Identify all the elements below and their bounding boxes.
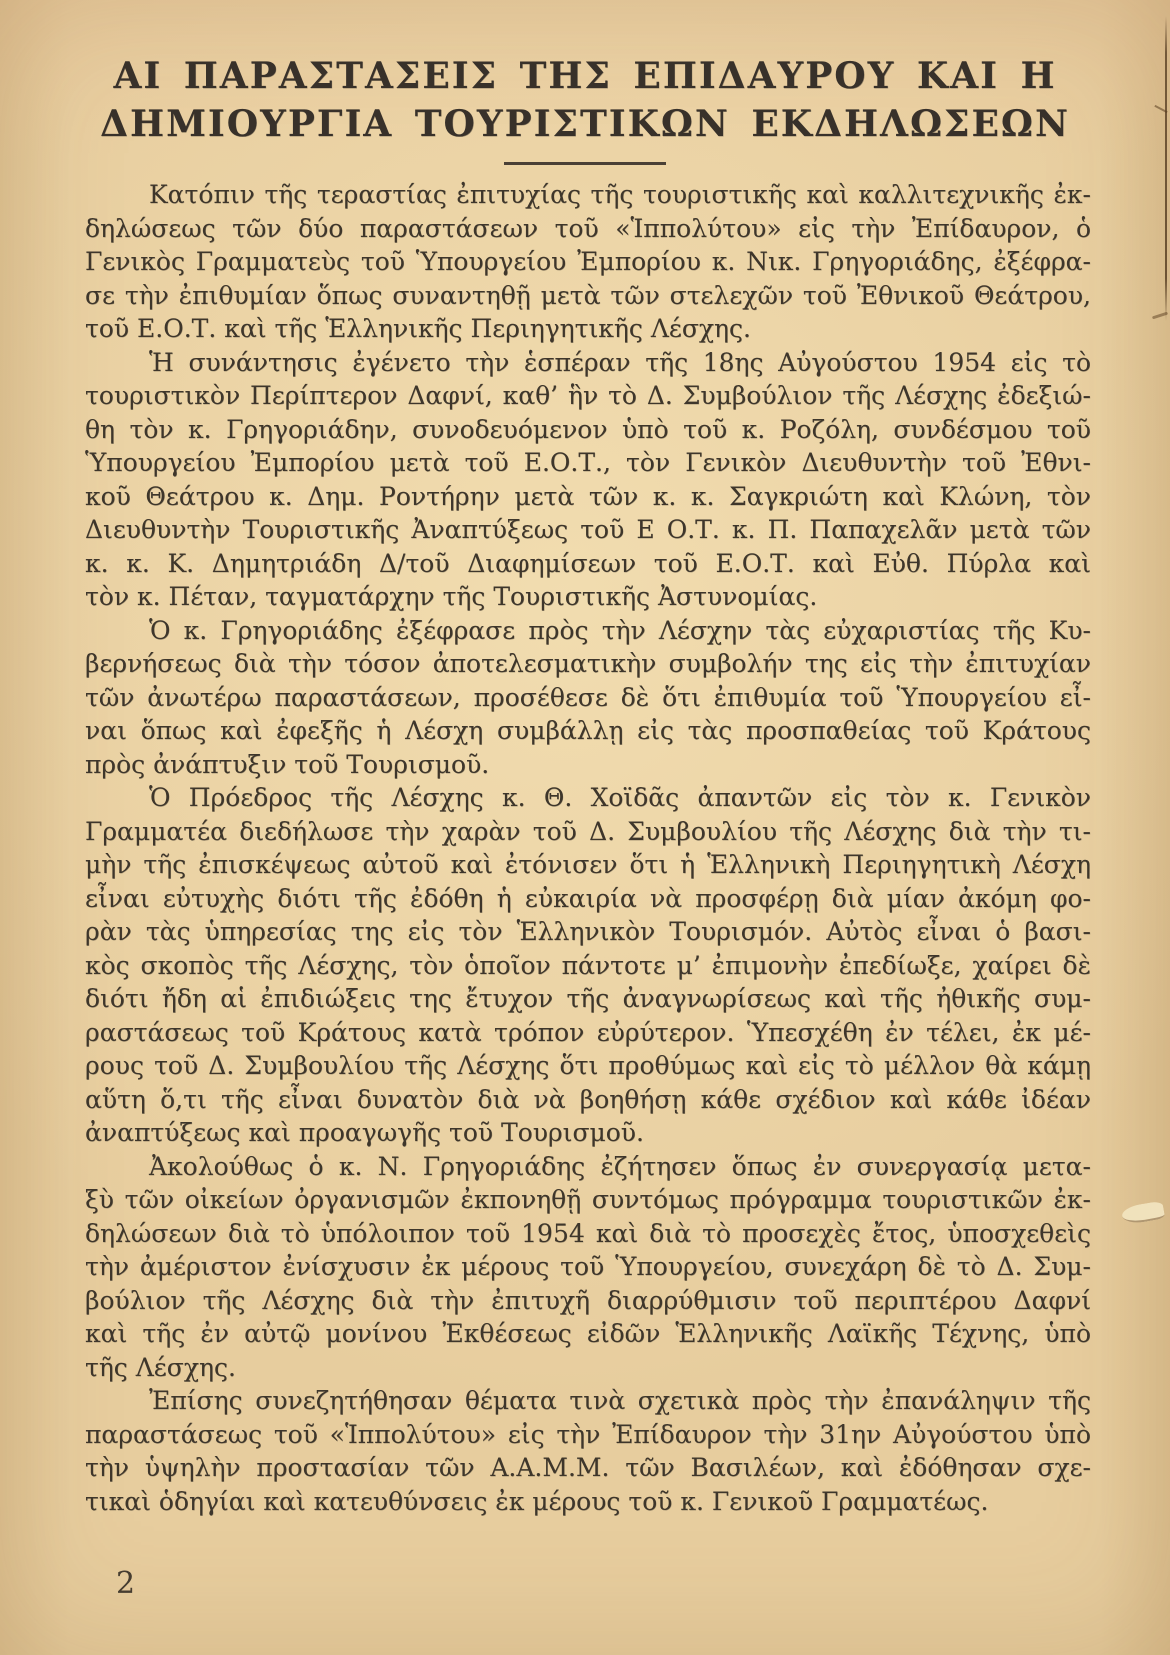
text-line: κοῦ Θεάτρου κ. Δημ. Ροντήρην μετὰ τῶν κ. κ. Σαγκριώτη καὶ Κλώνη, τὸν	[85, 481, 1091, 511]
article-title	[45, 52, 1125, 148]
text-line: κ. κ. Κ. Δημητριάδη Δ/τοῦ Διαφημίσεων τοῦ Ε.Ο.Τ. καὶ Εὐθ. Πύρλα καὶ	[85, 548, 1091, 578]
text-line: τῆς Λέσχης.	[85, 1352, 236, 1382]
text-line: αὕτη ὅ,τι τῆς εἶναι δυνατὸν διὰ νὰ βοηθήσῃ κάθε σχέδιον καὶ κάθε ἰδέαν	[85, 1084, 1091, 1114]
text-line: καὶ τῆς ἐν αὐτῷ μονίνου Ἐκθέσεως εἰδῶν Ἑλληνικῆς Λαϊκῆς Τέχνης, ὑπὸ	[85, 1319, 1091, 1348]
text-line: Ὁ κ. Γρηγοριάδης ἐξέφρασε πρὸς τὴν Λέσχην τὰς εὐχαριστίας τῆς Κυ-	[149, 615, 1091, 645]
title-divider-rule	[504, 162, 666, 165]
text-line: Γραμματέα διεδήλωσε τὴν χαρὰν τοῦ Δ. Συμβουλίου τῆς Λέσχης διὰ τὴν τι-	[85, 816, 1091, 846]
text-line: σε τὴν ἐπιθυμίαν ὅπως συναντηθῇ μετὰ τῶν στελεχῶν τοῦ Ἐθνικοῦ Θεάτρου,	[85, 280, 1091, 310]
text-line: Ἐπίσης συνεζητήθησαν θέματα τινὰ σχετικὰ πρὸς τὴν ἐπανάληψιν τῆς	[149, 1386, 1091, 1415]
text-line: βερνήσεως διὰ τὴν τόσον ἀποτελεσματικὴν συμβολήν της εἰς τὴν ἐπιτυχίαν	[85, 649, 1091, 678]
text-line: εἶναι εὐτυχὴς διότι τῆς ἐδόθη ἡ εὐκαιρία νὰ προσφέρῃ διὰ μίαν ἀκόμη φο-	[85, 883, 1091, 913]
text-line: ρὰν τὰς ὑπηρεσίας της εἰς τὸν Ἑλληνικὸν Τουρισμόν. Αὐτὸς εἶναι ὁ βασι-	[85, 917, 1091, 946]
text-line: τοῦ Ε.Ο.Τ. καὶ τῆς Ἑλληνικῆς Περιηγητικῆς Λέσχης.	[85, 314, 751, 343]
article-title-line1: ΑΙ ΠΑΡΑΣΤΑΣΕΙΣ ΤΗΣ ΕΠΙΔΑΥΡΟΥ ΚΑΙ Η	[113, 55, 1057, 97]
paragraph	[85, 178, 1091, 346]
text-line: ραστάσεως τοῦ Κράτους κατὰ τρόπον εὐρύτερον. Ὑπεσχέθη ἐν τέλει, ἐκ μέ-	[85, 1017, 1091, 1047]
text-line: ναι ὅπως καὶ ἐφεξῆς ἡ Λέσχη συμβάλλῃ εἰς τὰς προσπαθείας τοῦ Κράτους	[85, 716, 1091, 745]
text-line: κὸς σκοπὸς τῆς Λέσχης, τὸν ὁποῖον πάντοτε μ’ ἐπιμονὴν ἐπεδίωξε, χαίρει δὲ	[85, 950, 1091, 980]
text-line: διότι ἤδη αἱ ἐπιδιώξεις της ἔτυχον τῆς ἀναγνωρίσεως καὶ τῆς ἠθικῆς συμ-	[85, 984, 1091, 1013]
text-line: τὴν ἀμέριστον ἐνίσχυσιν ἐκ μέρους τοῦ Ὑπουργείου, συνεχάρη δὲ τὸ Δ. Συμ-	[85, 1252, 1091, 1281]
text-line: Ἡ συνάντησις ἐγένετο τὴν ἑσπέραν τῆς 18ης Αὐγούστου 1954 εἰς τὸ	[149, 347, 1091, 377]
text-line: Κατόπιν τῆς τεραστίας ἐπιτυχίας τῆς τουριστικῆς καὶ καλλιτεχνικῆς ἐκ-	[149, 180, 1091, 209]
text-line: δηλώσεως τῶν δύο παραστάσεων τοῦ «Ἱππολύτου» εἰς τὴν Ἐπίδαυρον, ὁ	[85, 213, 1091, 243]
text-line: Ὑπουργείου Ἐμπορίου μετὰ τοῦ Ε.Ο.Τ., τὸν Γενικὸν Διευθυντὴν τοῦ Ἐθνι-	[85, 448, 1091, 477]
text-line: τουριστικὸν Περίπτερον Δαφνί, καθ’ ἣν τὸ Δ. Συμβούλιον τῆς Λέσχης ἐδεξιώ-	[85, 381, 1091, 410]
paragraph	[85, 1150, 1091, 1385]
text-line: τῶν ἀνωτέρω παραστάσεων, προσέθεσε δὲ ὅτι ἐπιθυμία τοῦ Ὑπουργείου εἶ-	[85, 682, 1091, 712]
text-line: δηλώσεων διὰ τὸ ὑπόλοιπον τοῦ 1954 καὶ διὰ τὸ προσεχὲς ἔτος, ὑποσχεθεὶς	[85, 1218, 1091, 1248]
paragraph	[85, 1384, 1091, 1518]
article-title-line2: ΔΗΜΙΟΥΡΓΙΑ ΤΟΥΡΙΣΤΙΚΩΝ ΕΚΔΗΛΩΣΕΩΝ	[100, 103, 1070, 145]
text-line: τὴν ὑψηλὴν προστασίαν τῶν Α.Α.Μ.Μ. τῶν Βασιλέων, καὶ ἐδόθησαν σχε-	[85, 1453, 1091, 1482]
text-line: τικαὶ ὁδηγίαι καὶ κατευθύνσεις ἐκ μέρους τοῦ κ. Γενικοῦ Γραμματέως.	[85, 1486, 989, 1516]
article-body	[85, 178, 1091, 1518]
paragraph	[85, 346, 1091, 614]
text-line: θη τὸν κ. Γρηγοριάδην, συνοδευόμενον ὑπὸ τοῦ κ. Ροζόλη, συνδέσμου τοῦ	[85, 414, 1091, 444]
text-line: Ἀκολούθως ὁ κ. Ν. Γρηγοριάδης ἐζήτησεν ὅπως ἐν συνεργασίᾳ μετα-	[149, 1151, 1091, 1181]
text-line: τὸν κ. Πέταν, ταγματάρχην τῆς Τουριστικῆς Ἀστυνομίας.	[85, 582, 818, 611]
text-line: ρους τοῦ Δ. Συμβουλίου τῆς Λέσχης ὅτι προθύμως καὶ εἰς τὸ μέλλον θὰ κάμῃ	[85, 1051, 1091, 1080]
page-edge-crease	[1165, 16, 1167, 321]
text-line: Γενικὸς Γραμματεὺς τοῦ Ὑπουργείου Ἐμπορίου κ. Νικ. Γρηγοριάδης, ἐξέφρα-	[85, 247, 1091, 276]
text-line: ἀναπτύξεως καὶ προαγωγῆς τοῦ Τουρισμοῦ.	[85, 1118, 644, 1147]
text-line: πρὸς ἀνάπτυξιν τοῦ Τουρισμοῦ.	[85, 749, 490, 779]
text-line: παραστάσεως τοῦ «Ἱππολύτου» εἰς τὴν Ἐπίδαυρον τὴν 31ην Αὐγούστου ὑπὸ	[85, 1419, 1091, 1449]
page-number: 2	[116, 1566, 136, 1601]
paragraph	[85, 614, 1091, 782]
page-edge-tear	[1121, 1200, 1165, 1225]
text-line: ξὺ τῶν οἰκείων ὀργανισμῶν ἐκπονηθῇ συντόμως πρόγραμμα τουριστικῶν ἐκ-	[85, 1185, 1091, 1214]
text-line: βούλιον τῆς Λέσχης διὰ τὴν ἐπιτυχῆ διαρρύθμισιν τοῦ περιπτέρου Δαφνί	[85, 1285, 1091, 1315]
text-line: Διευθυντὴν Τουριστικῆς Ἀναπτύξεως τοῦ Ε Ο.Τ. κ. Π. Παπαχελᾶν μετὰ τῶν	[85, 515, 1091, 544]
text-line: Ὁ Πρόεδρος τῆς Λέσχης κ. Θ. Χοϊδᾶς ἀπαντῶν εἰς τὸν κ. Γενικὸν	[149, 783, 1091, 812]
paragraph	[85, 781, 1091, 1150]
text-line: μὴν τῆς ἐπισκέψεως αὐτοῦ καὶ ἐτόνισεν ὅτι ἡ Ἑλληνικὴ Περιηγητικὴ Λέσχη	[85, 850, 1091, 879]
